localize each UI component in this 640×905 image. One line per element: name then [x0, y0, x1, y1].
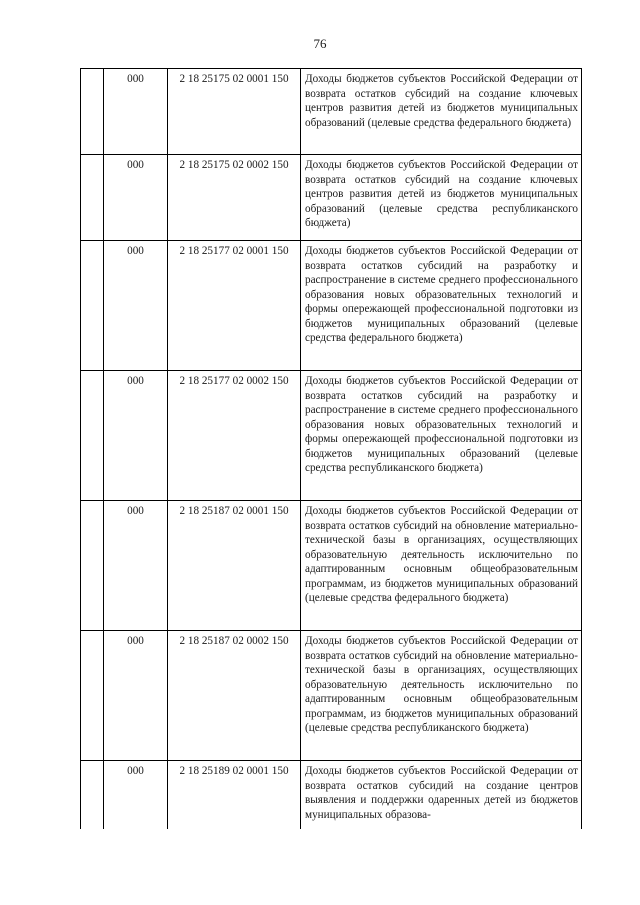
- table-row: [81, 761, 582, 829]
- classification-code-cell: 2 18 25177 02 0001 150: [168, 241, 301, 371]
- row-empty-cell: [81, 631, 104, 761]
- table-row: [81, 241, 582, 371]
- revenue-name-cell: Доходы бюджетов субъектов Российской Федерации от возврата остатков субсидий на разработку и распространение в системе среднего профессионального образования новых образовательных технологий и формы опережающей профессиональной подготовки из бюджетов муниципальных образований (целевые средства федерального бюджета): [301, 241, 582, 371]
- admin-code-cell: 000: [104, 501, 168, 631]
- row-empty-cell: [81, 761, 104, 829]
- classification-code-cell: 2 18 25175 02 0001 150: [168, 69, 301, 155]
- revenue-name-cell: Доходы бюджетов субъектов Российской Федерации от возврата остатков субсидий на создание ключевых центров развития детей из бюджетов муниципальных образований (целевые средства федерального бюджета): [301, 69, 582, 155]
- table-row: [81, 501, 582, 631]
- page-number: 76: [313, 36, 327, 51]
- row-empty-cell: [81, 501, 104, 631]
- admin-code-cell: 000: [104, 241, 168, 371]
- revenue-name-cell: Доходы бюджетов субъектов Российской Федерации от возврата остатков субсидий на обновление материально-технической базы в организациях, осуществляющих образовательную деятельность исключительно по адаптированным основным общеобразовательным программам, из бюджетов муниципальных образований (целевые средства республиканского бюджета): [301, 631, 582, 761]
- revenue-name-cell: Доходы бюджетов субъектов Российской Федерации от возврата остатков субсидий на обновление материально-технической базы в организациях, осуществляющих образовательную деятельность исключительно по адаптированным основным общеобразовательным программам, из бюджетов муниципальных образований (целевые средства федерального бюджета): [301, 501, 582, 631]
- admin-code-cell: 000: [104, 631, 168, 761]
- classification-code-cell: 2 18 25177 02 0002 150: [168, 371, 301, 501]
- classification-code-cell: 2 18 25175 02 0002 150: [168, 155, 301, 241]
- row-empty-cell: [81, 155, 104, 241]
- admin-code-cell: 000: [104, 69, 168, 155]
- admin-code-cell: 000: [104, 371, 168, 501]
- table-row: [81, 69, 582, 155]
- classification-code-cell: 2 18 25187 02 0001 150: [168, 501, 301, 631]
- row-empty-cell: [81, 371, 104, 501]
- classification-code-cell: 2 18 25187 02 0002 150: [168, 631, 301, 761]
- admin-code-cell: 000: [104, 155, 168, 241]
- row-empty-cell: [81, 69, 104, 155]
- table-row: [81, 155, 582, 241]
- admin-code-cell: 000: [104, 761, 168, 829]
- budget-classification-table: [80, 68, 582, 829]
- revenue-name-cell: Доходы бюджетов субъектов Российской Федерации от возврата остатков субсидий на создание центров выявления и поддержки одаренных детей из бюджетов муниципальных образова-: [301, 761, 582, 829]
- classification-code-cell: 2 18 25189 02 0001 150: [168, 761, 301, 829]
- row-empty-cell: [81, 241, 104, 371]
- table-row: [81, 631, 582, 761]
- table-row: [81, 371, 582, 501]
- revenue-name-cell: Доходы бюджетов субъектов Российской Федерации от возврата остатков субсидий на создание ключевых центров развития детей из бюджетов муниципальных образований (целевые средства республиканского бюджета): [301, 155, 582, 241]
- revenue-name-cell: Доходы бюджетов субъектов Российской Федерации от возврата остатков субсидий на разработку и распространение в системе среднего профессионального образования новых образовательных технологий и формы опережающей профессиональной подготовки из бюджетов муниципальных образований (целевые средства республиканского бюджета): [301, 371, 582, 501]
